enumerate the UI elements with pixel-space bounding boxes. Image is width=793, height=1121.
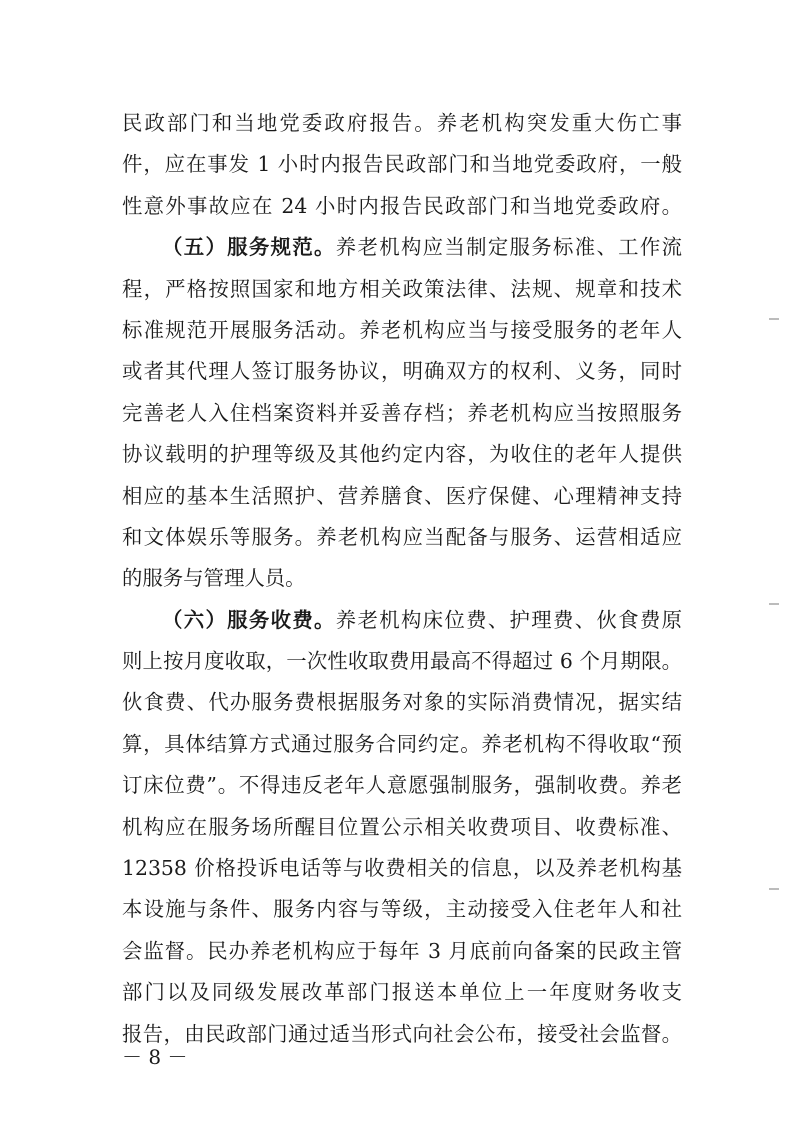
- paragraph-continuation: [122, 103, 682, 227]
- text-line: 订床位费”。不得违反老年人意愿强制服务，强制收费。养老: [122, 773, 682, 798]
- text-line: 完善老人入住档案资料并妥善存档；养老机构应当按照服务: [122, 400, 682, 425]
- body-text: [122, 103, 682, 1055]
- text-line: 件，应在事发 1 小时内报告民政部门和当地党委政府，一般: [122, 152, 682, 177]
- paragraph-service-fees: [122, 600, 682, 1055]
- section-heading: （六）服务收费。: [162, 607, 336, 632]
- scan-edge-mark: [769, 888, 779, 890]
- page-number: － 8 －: [122, 1045, 188, 1069]
- text-line: 报告，由民政部门通过适当形式向社会公布，接受社会监督。: [122, 1021, 682, 1046]
- section-heading: （五）服务规范。: [162, 235, 336, 260]
- text-line: 性意外事故应在 24 小时内报告民政部门和当地党委政府。: [122, 193, 682, 218]
- text-line: 的服务与管理人员。: [122, 566, 306, 591]
- text-line: [122, 227, 682, 268]
- scan-edge-mark: [769, 603, 779, 605]
- text-line: 程，严格按照国家和地方相关政策法律、法规、规章和技术: [122, 276, 682, 301]
- text-line-content: 养老机构床位费、护理费、伙食费原: [335, 607, 683, 632]
- text-line: [122, 600, 682, 641]
- text-line: 民政部门和当地党委政府报告。养老机构突发重大伤亡事: [122, 111, 682, 135]
- text-line: 或者其代理人签订服务协议，明确双方的权利、义务，同时: [122, 359, 682, 384]
- scan-edge-mark: [769, 318, 779, 320]
- text-line: 和文体娱乐等服务。养老机构应当配备与服务、运营相适应: [122, 524, 682, 549]
- text-line: 相应的基本生活照护、营养膳食、医疗保健、心理精神支持: [122, 483, 682, 508]
- text-line: 会监督。民办养老机构应于每年 3 月底前向备案的民政主管: [122, 938, 682, 963]
- text-line-content: 养老机构应当制定服务标准、工作流: [335, 235, 683, 260]
- text-line: 标准规范开展服务活动。养老机构应当与接受服务的老年人: [122, 317, 682, 342]
- paragraph-service-standards: [122, 227, 682, 600]
- text-line: 本设施与条件、服务内容与等级，主动接受入住老年人和社: [122, 897, 682, 922]
- text-line: 算，具体结算方式通过服务合同约定。养老机构不得收取“预: [122, 731, 682, 756]
- text-line: 则上按月度收取，一次性收取费用最高不得超过 6 个月期限。: [122, 649, 682, 674]
- text-line: 机构应在服务场所醒目位置公示相关收费项目、收费标准、: [122, 814, 682, 839]
- text-line: 部门以及同级发展改革部门报送本单位上一年度财务收支: [122, 980, 682, 1005]
- text-line: 协议载明的护理等级及其他约定内容，为收住的老年人提供: [122, 442, 682, 467]
- text-line: 12358 价格投诉电话等与收费相关的信息，以及养老机构基: [122, 856, 682, 881]
- text-line: 伙食费、代办服务费根据服务对象的实际消费情况，据实结: [122, 690, 682, 715]
